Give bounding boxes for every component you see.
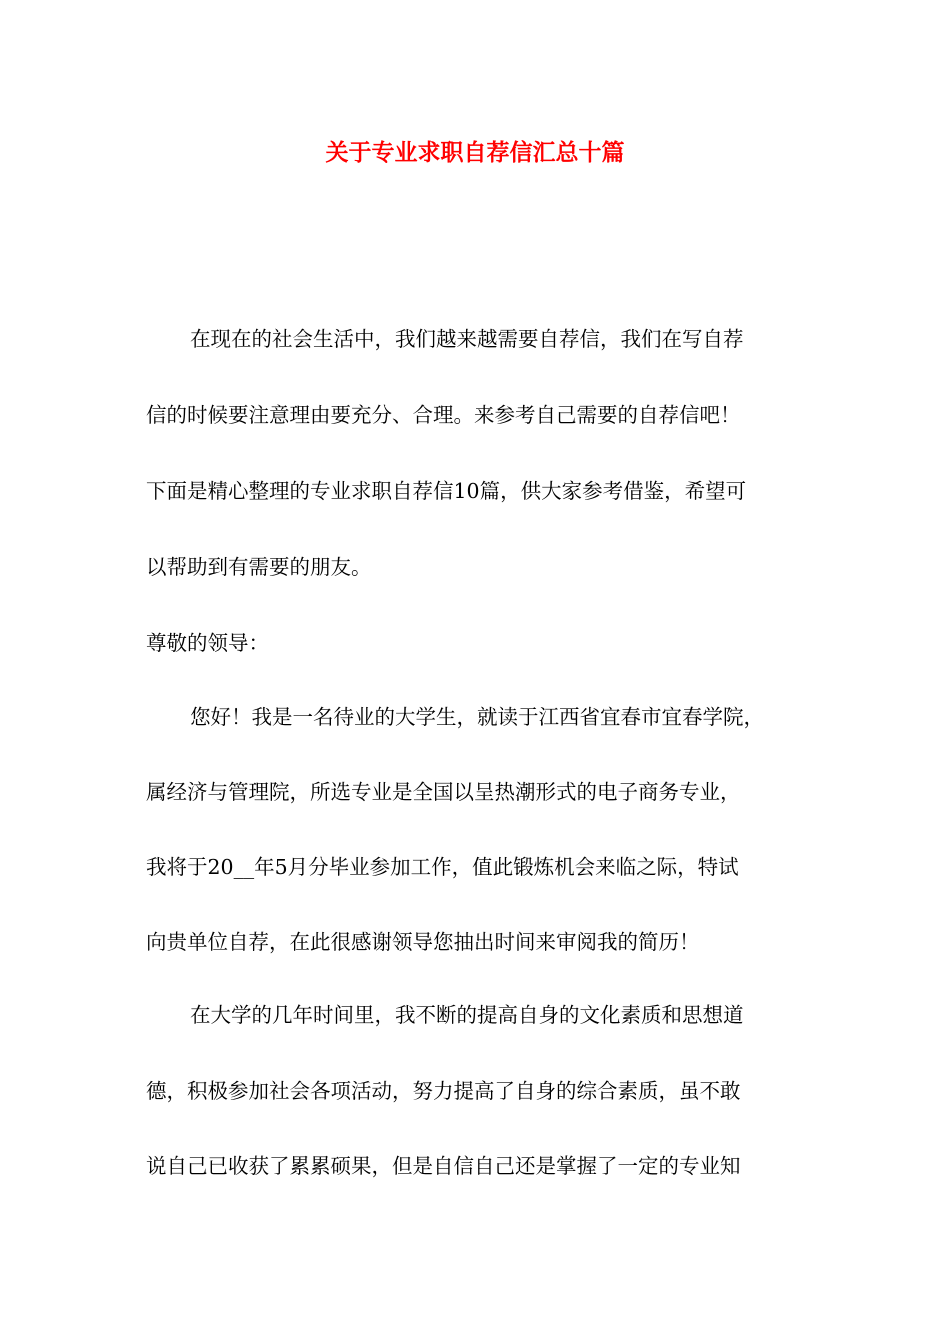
paragraph-line: 我将于20__年5月分毕业参加工作，值此锻炼机会来临之际，特试 xyxy=(146,855,739,879)
paragraph-line: 信的时候要注意理由要充分、合理。来参考自己需要的自荐信吧！ xyxy=(146,403,741,427)
paragraph-line: 在大学的几年时间里，我不断的提高自身的文化素质和思想道 xyxy=(190,1003,744,1027)
paragraph-line: 以帮助到有需要的朋友。 xyxy=(146,555,372,579)
paragraph-line: 在现在的社会生活中，我们越来越需要自荐信，我们在写自荐 xyxy=(190,327,744,351)
paragraph-line: 向贵单位自荐，在此很感谢领导您抽出时间来审阅我的简历！ xyxy=(146,930,700,954)
salutation: 尊敬的领导： xyxy=(146,631,269,655)
paragraph-line: 说自己已收获了累累硕果，但是自信自己还是掌握了一定的专业知 xyxy=(146,1154,741,1178)
paragraph-line: 德，积极参加社会各项活动，努力提高了自身的综合素质，虽不敢 xyxy=(146,1079,741,1103)
paragraph-line: 下面是精心整理的专业求职自荐信10篇，供大家参考借鉴，希望可 xyxy=(146,479,747,503)
paragraph-line: 属经济与管理院，所选专业是全国以呈热潮形式的电子商务专业， xyxy=(146,780,741,804)
document-title: 关于专业求职自荐信汇总十篇 xyxy=(325,139,625,166)
paragraph-line: 您好！我是一名待业的大学生，就读于江西省宜春市宜春学院， xyxy=(190,705,764,729)
